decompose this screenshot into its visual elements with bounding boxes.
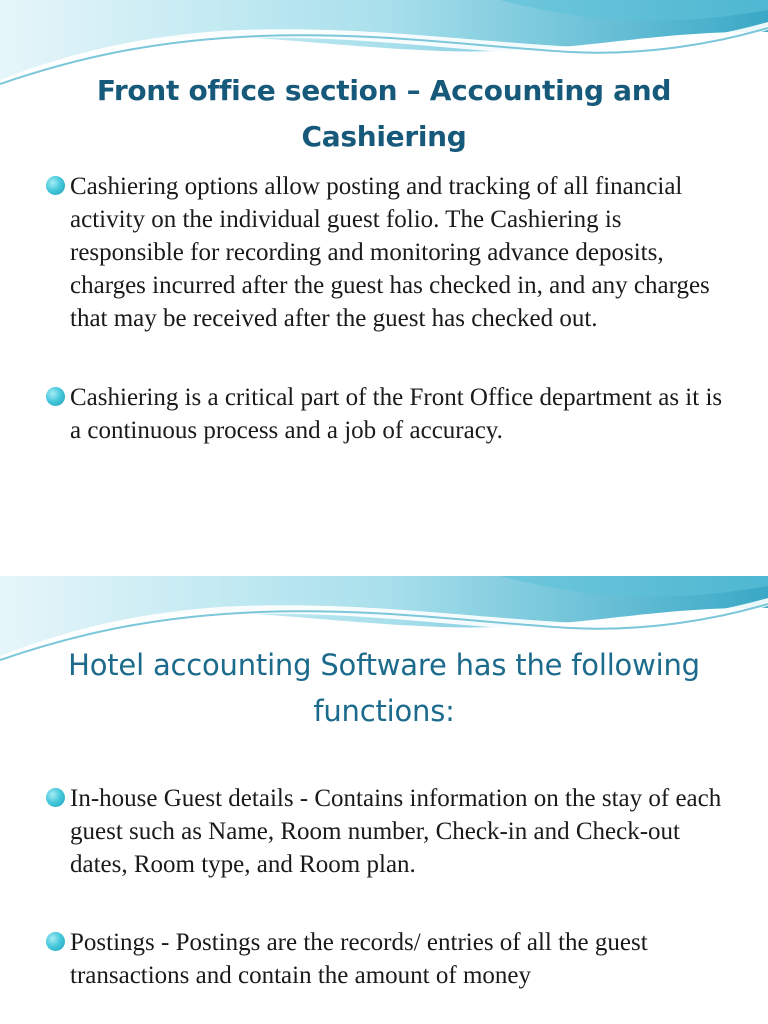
list-item xyxy=(46,782,726,881)
bullet-text: In-house Guest details - Contains information on the stay of each guest such as Name, Room number, Check-in and Check-out dates, Room type, and Room plan. xyxy=(70,785,722,878)
slide-2 xyxy=(0,576,768,1024)
bullet-text: Cashiering options allow posting and tracking of all financial activity on the individual guest folio. The Cashiering is responsible for recording and monitoring advance deposits, charges incurred after the guest has checked in, and any charges that may be received after the guest has checked out. xyxy=(70,173,710,332)
bullet-text: Postings - Postings are the records/ entries of all the guest transactions and contain the amount of money xyxy=(70,929,648,989)
bullet-dot-icon xyxy=(46,788,65,807)
bullet-dot-icon xyxy=(46,387,65,406)
bullet-text: Cashiering is a critical part of the Front Office department as it is a continuous process and a job of accuracy. xyxy=(70,384,723,444)
list-item xyxy=(46,926,726,992)
bullet-dot-icon xyxy=(46,932,65,951)
slide-title: Hotel accounting Software has the following functions: xyxy=(68,648,700,728)
bullet-list xyxy=(46,782,726,992)
bullet-list xyxy=(46,170,726,447)
slide-title: Front office section – Accounting and Cashiering xyxy=(96,74,672,153)
list-item xyxy=(46,170,726,335)
list-item xyxy=(46,381,726,447)
bullet-dot-icon xyxy=(46,176,65,195)
